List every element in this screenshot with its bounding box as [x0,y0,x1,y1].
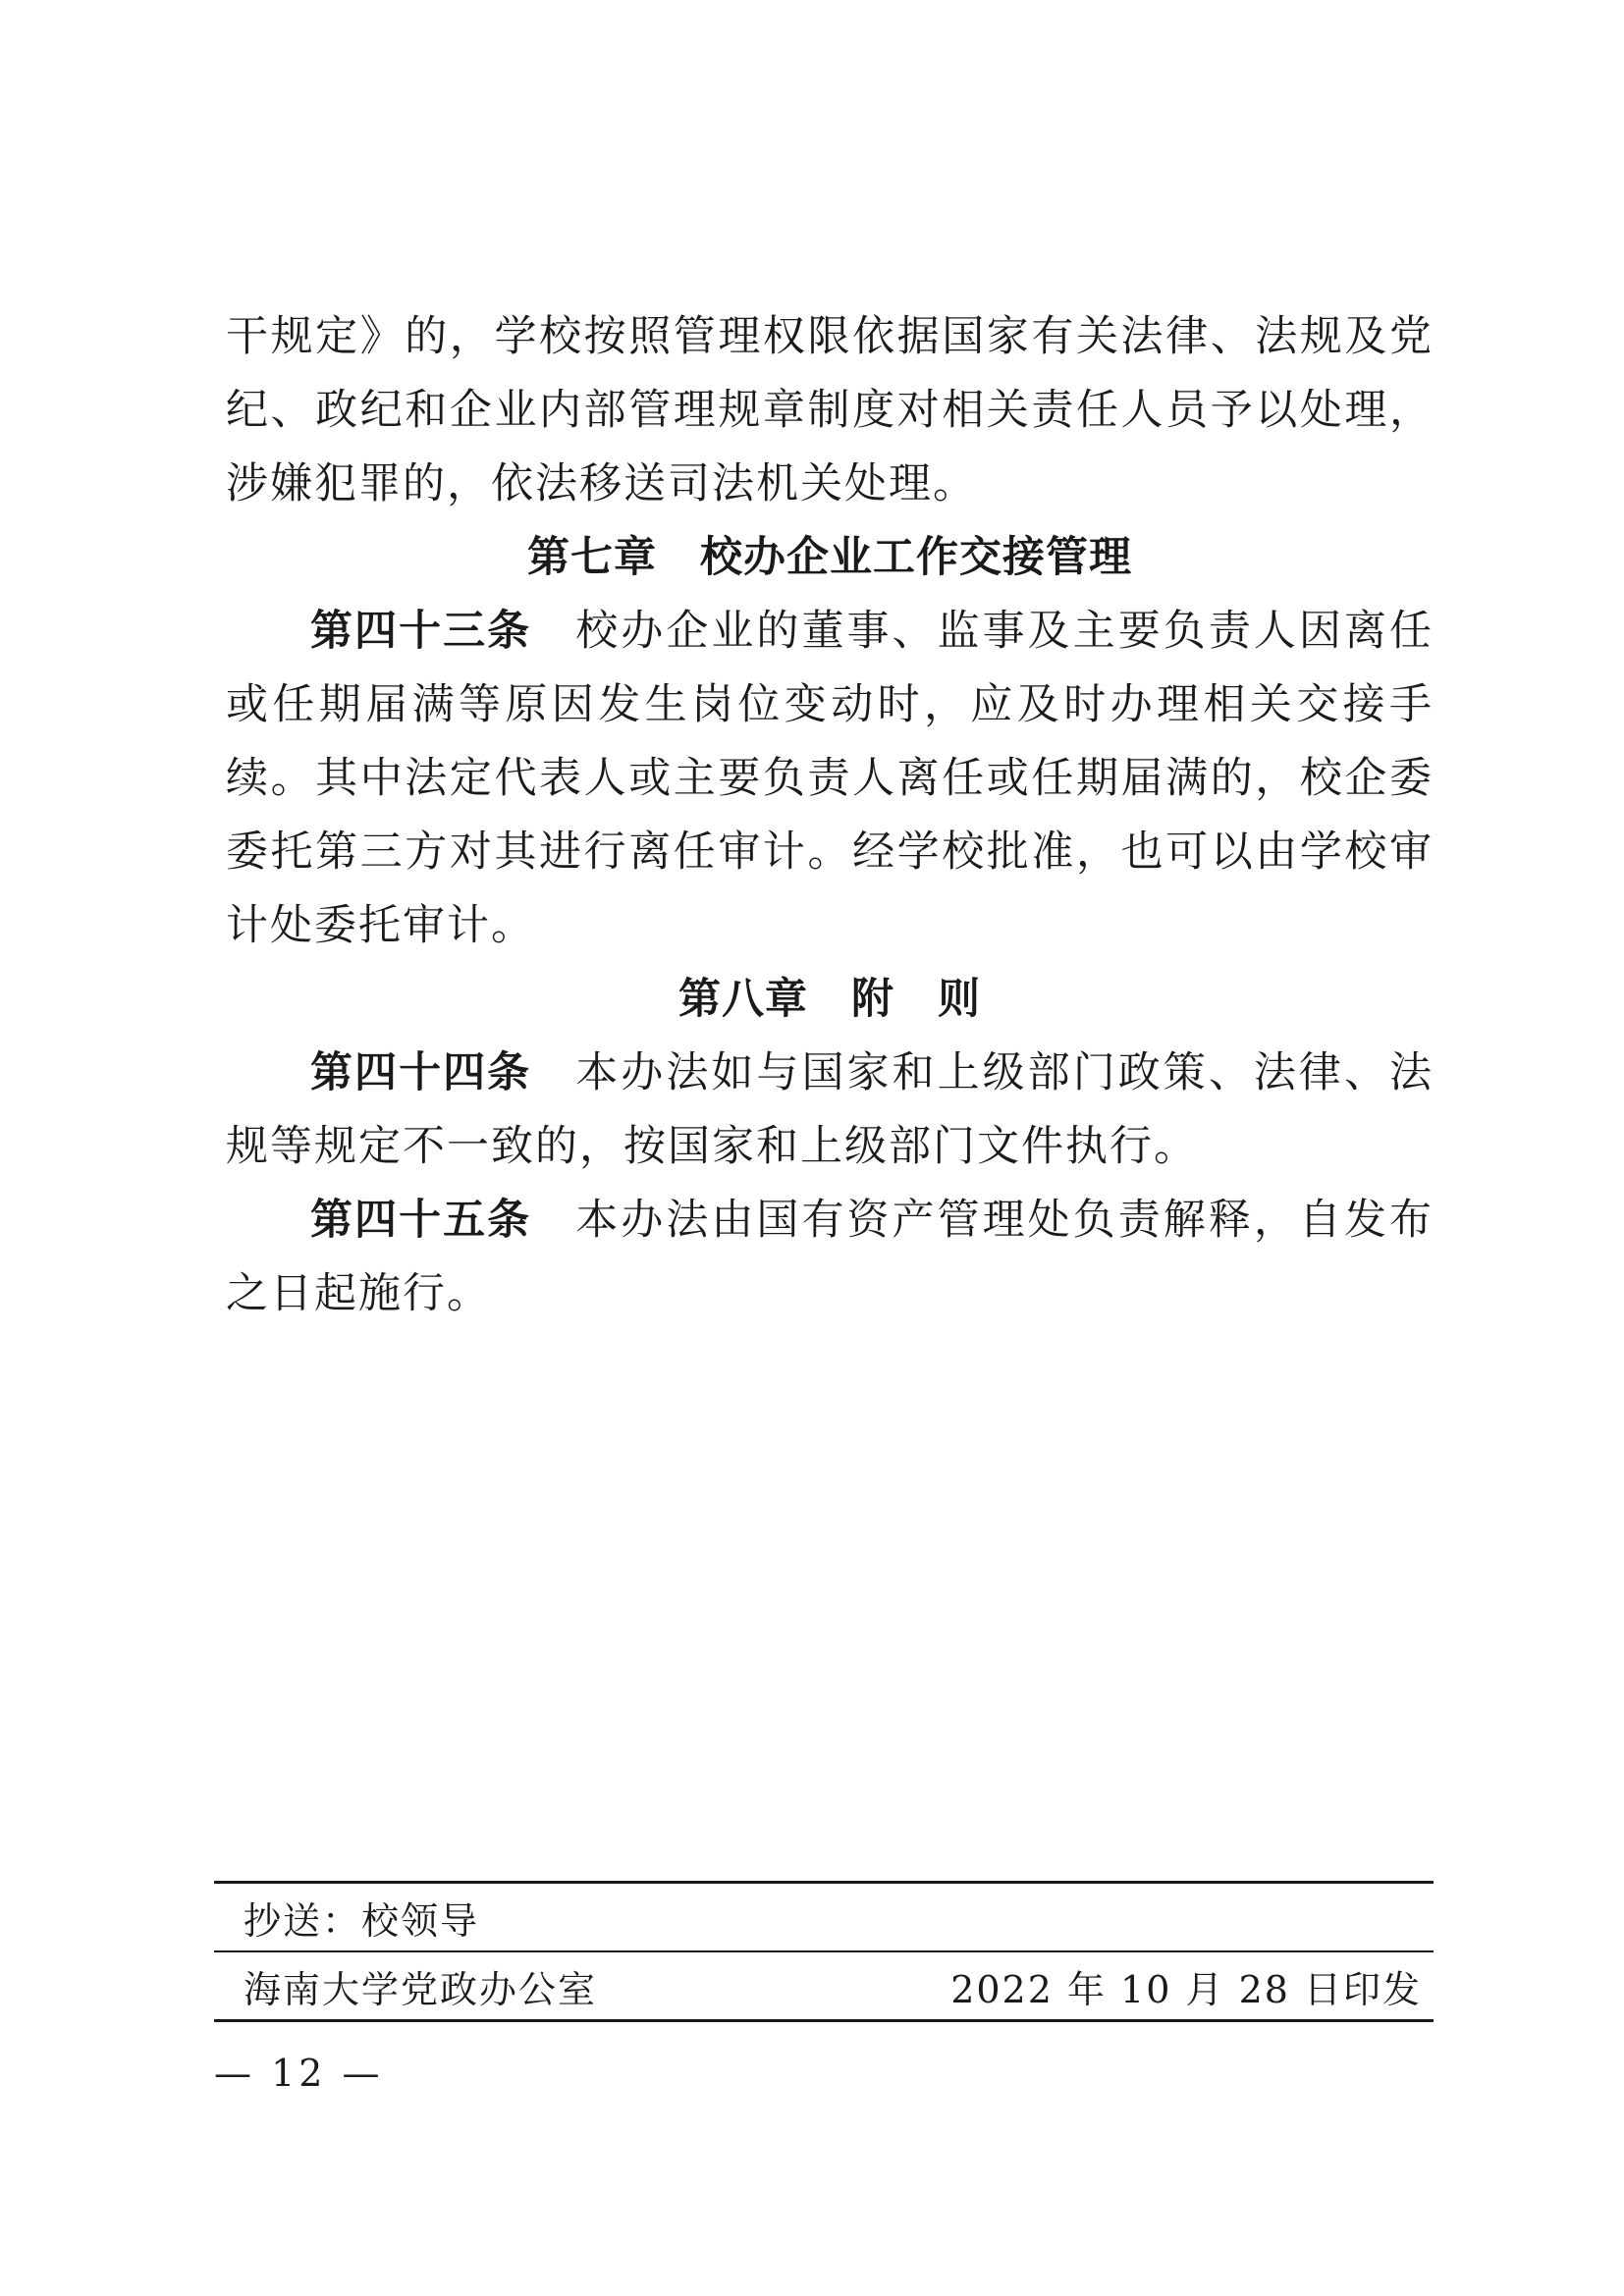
issue-date: 2022 年 10 月 28 日印发 [950,1967,1422,2011]
continuation-paragraph: 干规定》的，学校按照管理权限依据国家有关法律、法规及党纪、政纪和企业内部管理规章制度对相关责任人员予以处理，涉嫌犯罪的，依法移送司法机关处理。 [226,312,1434,508]
cc-row [214,1884,1434,1950]
article-44 [226,1037,1434,1184]
article-44-text: 本办法如与国家和上级部门政策、法律、法规等规定不一致的，按国家和上级部门文件执行。 [226,1048,1435,1171]
article-45-label: 第四十五条 [310,1196,532,1245]
article-43 [226,595,1434,963]
document-body [226,300,1434,1331]
article-43-label: 第四十三条 [310,607,532,656]
document-footer [214,1881,1434,2022]
page-number: — 12 — [214,2052,384,2095]
footer-bottom-rule [214,2019,1434,2022]
article-45 [226,1184,1434,1331]
cc-text: 抄送：校领导 [244,1898,480,1943]
chapter-7-heading: 第七章 校办企业工作交接管理 [527,533,1132,582]
chapter-8-heading: 第八章 附 则 [678,975,981,1024]
issuer-text: 海南大学党政办公室 [244,1967,598,2011]
article-43-text: 校办企业的董事、监事及主要负责人因离任或任期届满等原因发生岗位变动时，应及时办理相关交接手续。其中法定代表人或主要负责人离任或任期届满的，校企委委托第三方对其进行离任审计。经学校批准，也可以由学校审计处委托审计。 [226,607,1435,950]
article-45-text: 本办法由国有资产管理处负责解释，自发布之日起施行。 [226,1196,1435,1318]
issuer-row [214,1952,1434,2019]
article-44-label: 第四十四条 [310,1048,532,1097]
